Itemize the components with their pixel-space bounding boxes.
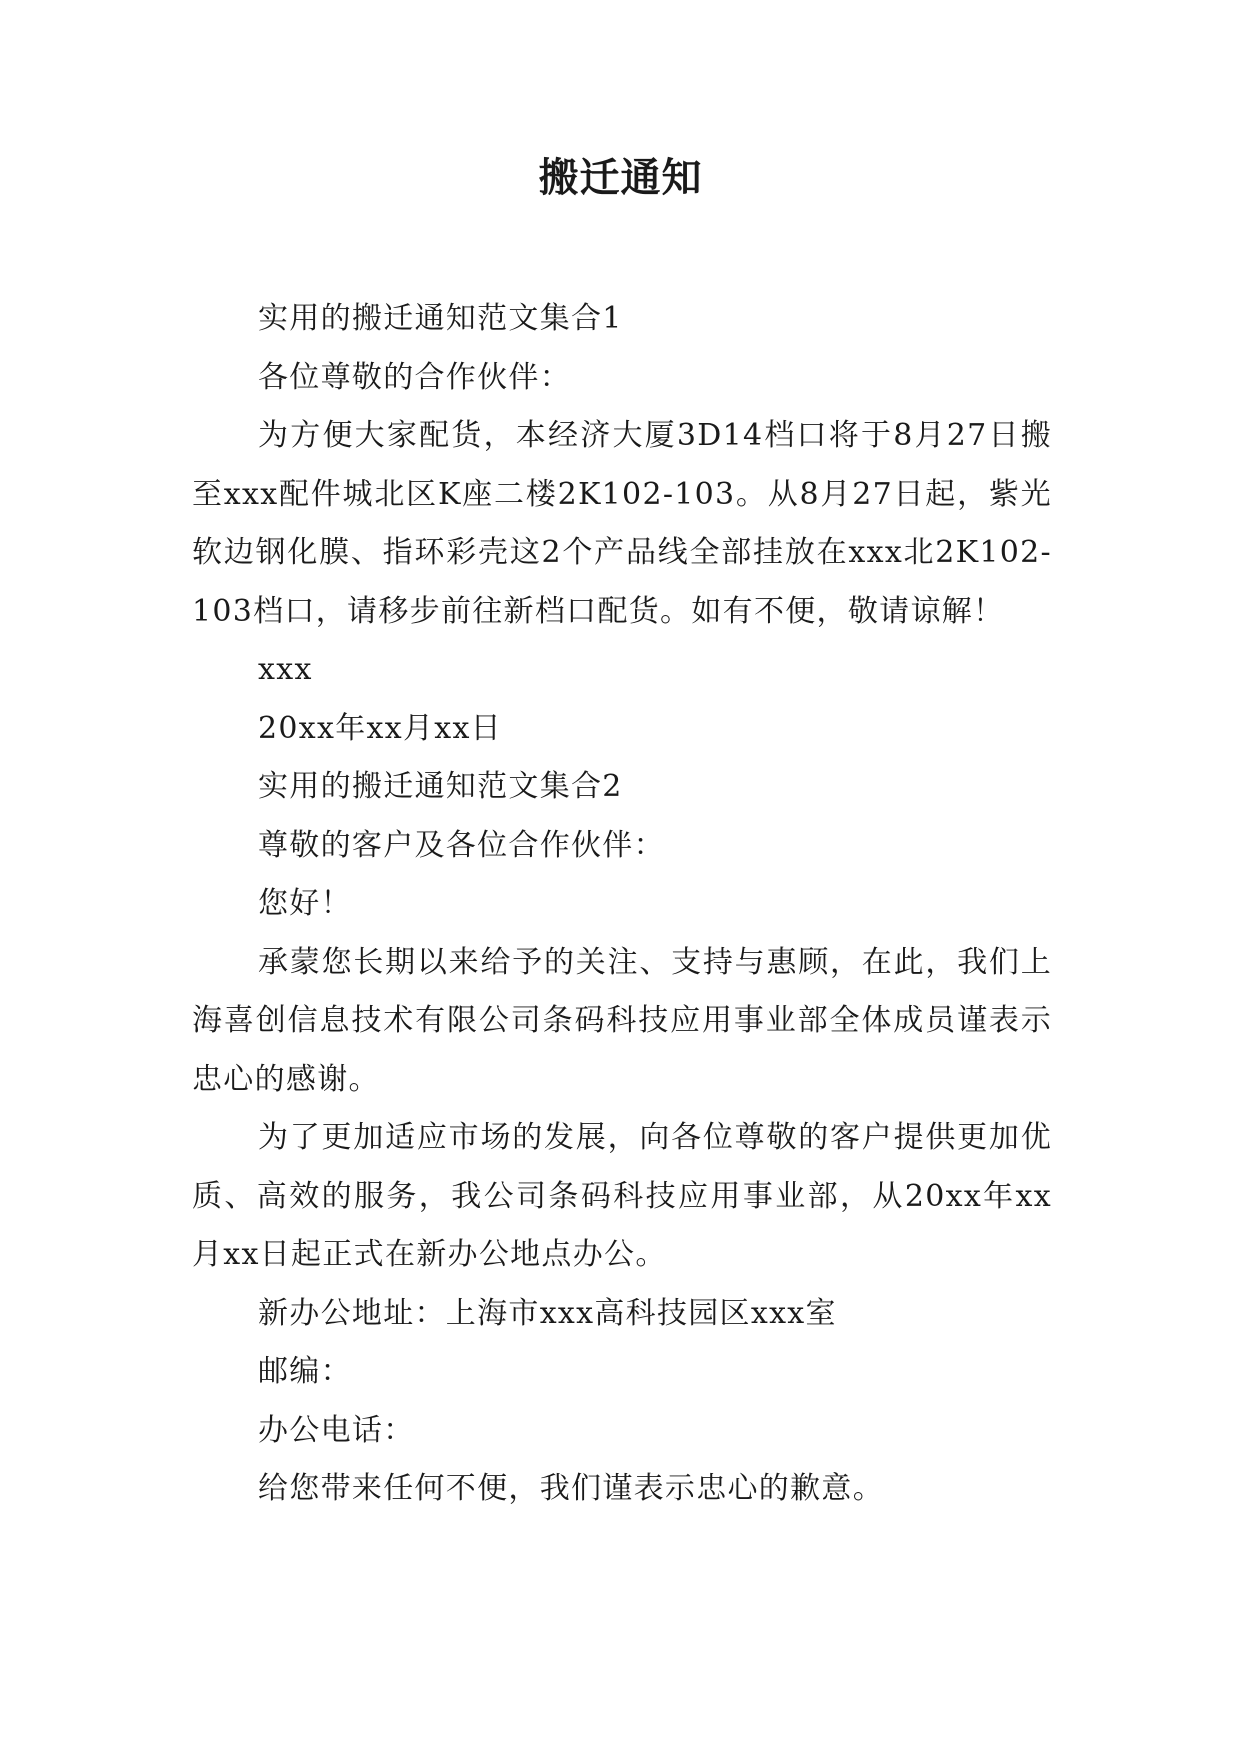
office-phone: 办公电话： [258,1412,415,1448]
body-paragraph-relocation-1: 为方便大家配货，本经济大厦3D14档口将于8月27日搬至xxx配件城北区K座二楼2K102-103。从8月27日起，紫光软边钢化膜、指环彩壳这2个产品线全部挂放在xxx北2K102-103档口，请移步前往新档口配货。如有不便，敬请谅解！ [192,418,1052,629]
new-office-address: 新办公地址：上海市xxx高科技园区xxx室 [258,1295,837,1331]
document-body [192,290,1052,1519]
signature-name: xxx [258,652,313,687]
postal-code: 邮编： [258,1354,352,1389]
salutation-1: 各位尊敬的合作伙伴： [258,359,571,395]
body-paragraph-thanks: 承蒙您长期以来给予的关注、支持与惠顾，在此，我们上海喜创信息技术有限公司条码科技应用事业部全体成员谨表示忠心的感谢。 [192,944,1052,1097]
greeting: 您好！ [258,886,352,921]
section-heading-1: 实用的搬迁通知范文集合1 [258,301,623,336]
closing-apology: 给您带来任何不便，我们谨表示忠心的歉意。 [258,1471,884,1506]
body-paragraph-relocation-2: 为了更加适应市场的发展，向各位尊敬的客户提供更加优质、高效的服务，我公司条码科技应用事业部，从20xx年xx月xx日起正式在新办公地点办公。 [192,1120,1052,1272]
salutation-2: 尊敬的客户及各位合作伙伴： [258,827,665,863]
section-heading-2: 实用的搬迁通知范文集合2 [258,769,623,804]
document-title: 搬迁通知 [538,155,703,201]
signature-date: 20xx年xx月xx日 [258,710,502,746]
